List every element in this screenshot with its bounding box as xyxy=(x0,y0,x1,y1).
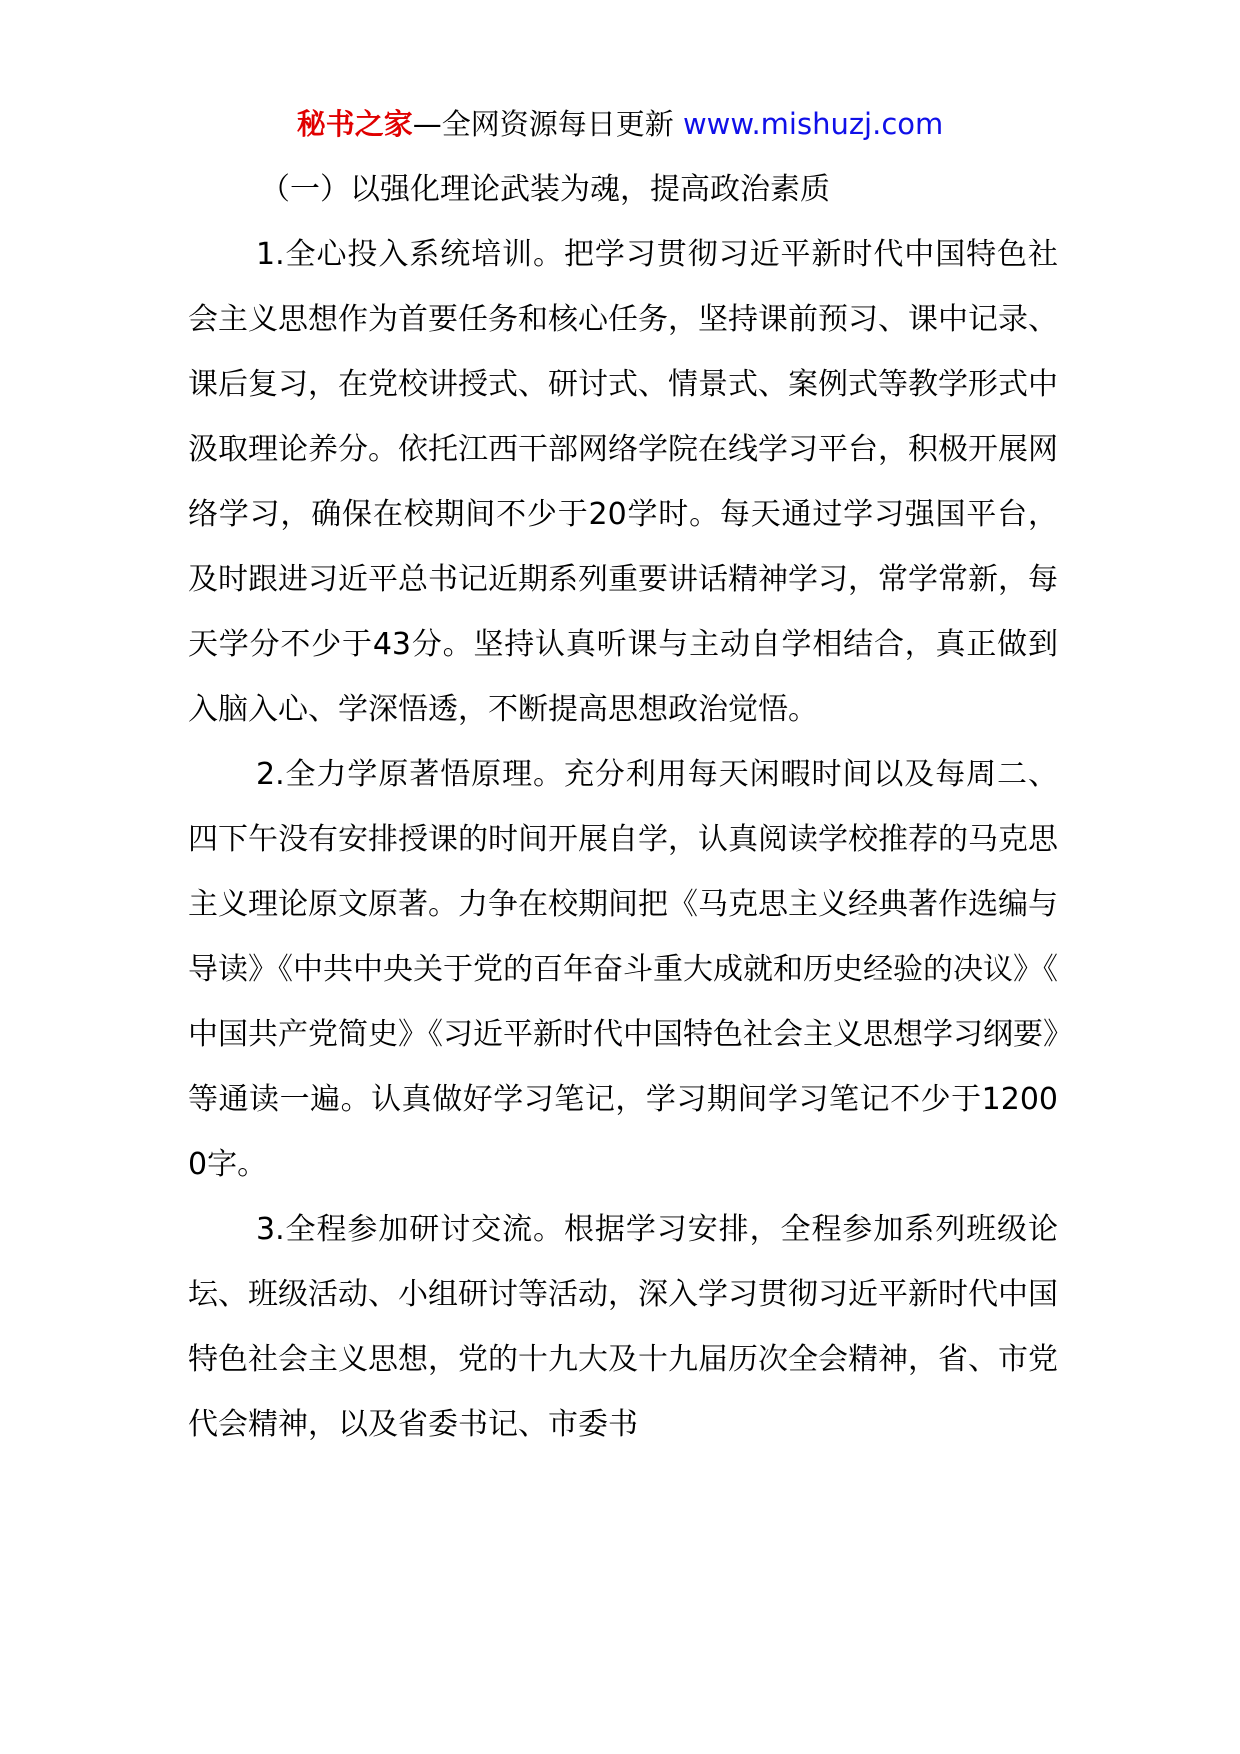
site-brand: 秘书之家 xyxy=(296,107,413,141)
section-heading: （一）以强化理论武装为魂，提高政治素质 xyxy=(260,172,830,207)
document-body xyxy=(188,164,1058,1457)
paragraph-1: 1.全心投入系统培训。把学习贯彻习近平新时代中国特色社会主义思想作为首要任务和核心任务，坚持课前预习、课中记录、课后复习，在党校讲授式、研讨式、情景式、案例式等教学形式中汲取理论养分。依托江西干部网络学院在线学习平台，积极开展网络学习，确保在校期间不少于20学时。每天通过学习强国平台，及时跟进习近平总书记近期系列重要讲话精神学习，常学常新，每天学分不少于43分。坚持认真听课与主动自学相结合，真正做到入脑入心、学深悟透，不断提高思想政治觉悟。 xyxy=(188,237,1058,727)
paragraph-2: 2.全力学原著悟原理。充分利用每天闲暇时间以及每周二、四下午没有安排授课的时间开展自学，认真阅读学校推荐的马克思主义理论原文原著。力争在校期间把《马克思主义经典著作选编与导读》《中共中央关于党的百年奋斗重大成就和历史经验的决议》《中国共产党简史》《习近平新时代中国特色社会主义思想学习纲要》等通读一遍。认真做好学习笔记，学习期间学习笔记不少于12000字。 xyxy=(188,757,1058,1182)
paragraph-3: 3.全程参加研讨交流。根据学习安排，全程参加系列班级论坛、班级活动、小组研讨等活动，深入学习贯彻习近平新时代中国特色社会主义思想，党的十九大及十九届历次全会精神，省、市党代会精神，以及省委书记、市委书 xyxy=(188,1212,1058,1442)
site-url-link[interactable]: www.mishuzj.com xyxy=(682,107,944,141)
site-header xyxy=(0,98,1240,150)
site-tagline: —全网资源每日更新 xyxy=(412,107,674,141)
